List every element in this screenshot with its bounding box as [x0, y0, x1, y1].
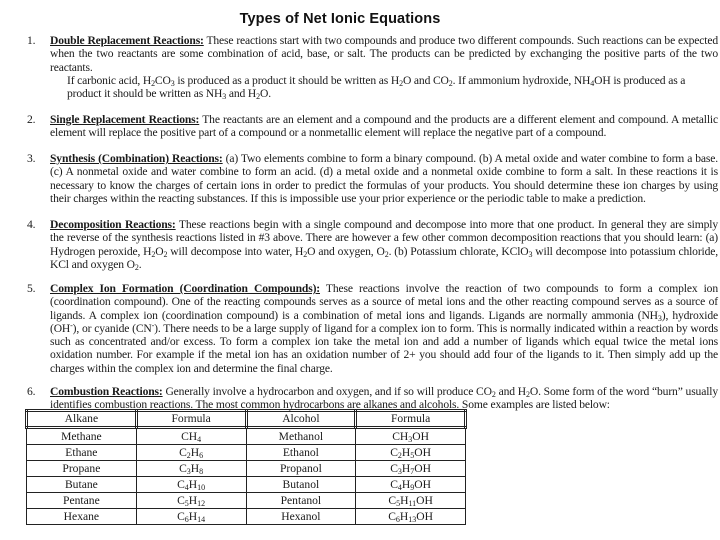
- element-symbol: H: [188, 477, 198, 491]
- cell-alkane-formula: [136, 428, 246, 445]
- subscript: 3: [528, 249, 533, 259]
- subscript: 2: [303, 249, 308, 259]
- element-symbol: H: [190, 445, 200, 459]
- element-symbol: C: [181, 429, 189, 443]
- element-symbol: H: [188, 493, 198, 507]
- cell-alkane-name: Butane: [27, 477, 137, 493]
- cell-alcohol-formula: [356, 461, 466, 477]
- subscript: 3: [397, 466, 402, 476]
- element-symbol: OH: [412, 429, 430, 443]
- cell-alcohol-formula: [356, 428, 466, 445]
- section-heading: Decomposition Reactions:: [50, 218, 176, 231]
- table-body: [27, 428, 466, 525]
- element-symbol: C: [179, 445, 187, 459]
- element-symbol: H: [399, 509, 409, 523]
- subscript: 10: [197, 482, 206, 492]
- text-run: These reactions involve the reaction of two compounds to form a complex ion (coordination compound). One of the reacting compounds serves as a source of metal ions and the other reacting compound serves as a source of ligands. A complex ion (coordination compound) is a combination of metal ions and ligands. Ligands are normally ammonia (NH: [50, 282, 718, 322]
- table-row: [27, 461, 466, 477]
- section-heading: Complex Ion Formation (Coordination Compounds):: [50, 282, 320, 295]
- text-run: will decompose into water, H: [167, 244, 304, 258]
- element-symbol: H: [190, 461, 200, 475]
- subscript: 11: [408, 498, 417, 508]
- subscript: 2: [151, 78, 155, 88]
- subscript: 2: [399, 78, 403, 88]
- cell-alkane-name: Hexane: [27, 509, 137, 525]
- page-title: Types of Net Ionic Equations: [239, 11, 441, 27]
- text-run: .: [138, 257, 142, 271]
- text-run: These reactions begin with a single compound and decompose into more that one product. In general they are simply the reverse of the synthesis reactions listed in #3 above. There are however a few other common decomposition reactions that you should learn: (a) Hydrogen peroxide, H: [50, 218, 718, 258]
- text-run: O.: [260, 87, 271, 101]
- subscript: 4: [184, 482, 189, 492]
- subscript: 4: [197, 434, 202, 444]
- table-row: [27, 428, 466, 445]
- cell-alkane-formula: [136, 445, 246, 461]
- text-run: will decompose into potassium chloride, KCl and oxygen O: [50, 244, 718, 271]
- cell-alcohol-formula: [356, 477, 466, 493]
- cell-alkane-formula: [136, 509, 246, 525]
- section-paragraph: [50, 152, 718, 205]
- subscript: 12: [197, 498, 206, 508]
- section-number: 2.: [27, 113, 36, 126]
- section-decomposition: [27, 218, 718, 272]
- section-heading: Synthesis (Combination) Reactions:: [50, 152, 223, 165]
- section-complex-ion: [27, 282, 718, 375]
- subscript: 9: [410, 482, 415, 492]
- text-run: ). There needs to be a large supply of ligand for a complex ion to form. This is normally indicated within a reaction by words such as concentrated and/or excess. To form a complex ion take the metal ion and add a number of ligands which equal twice the metal ions oxidation number. For example if the metal ion has an oxidation number of 2+ you should add four of the ligands to it. Then simply add up the charges within the complex ion and determine the final charge.: [50, 321, 718, 375]
- section-synthesis: [27, 152, 718, 205]
- cell-alcohol-formula: [356, 493, 466, 509]
- element-symbol: C: [388, 509, 396, 523]
- subscript: 4: [397, 482, 402, 492]
- section-paragraph: [50, 113, 718, 140]
- subscript: 5: [396, 498, 401, 508]
- element-symbol: H: [188, 509, 198, 523]
- element-symbol: C: [388, 493, 397, 507]
- table-row: [27, 445, 466, 461]
- section-paragraph: [50, 282, 718, 375]
- subscript: 2: [525, 390, 530, 399]
- text-run: is produced as a product it should be written as H: [174, 73, 400, 87]
- section-body: These reactions start with two compounds and produce two different compounds. Such reactions can be expected when the two reactants are some combination of acid, base, or salt. The products can be predicted by exchanging the positive parts of the two reactants.: [50, 34, 718, 74]
- cell-alcohol-name: Methanol: [246, 428, 356, 445]
- section-single-replacement: [27, 113, 718, 140]
- element-symbol: H: [401, 477, 411, 491]
- table-row: [27, 477, 466, 493]
- table-row: [27, 509, 466, 525]
- text-run: O and CO: [402, 73, 449, 87]
- subscript: 6: [395, 514, 400, 524]
- subscript: 6: [199, 450, 204, 460]
- column-header-alkane-formula: Formula: [136, 411, 246, 428]
- subscript: 2: [163, 249, 168, 259]
- subscript: 14: [197, 514, 206, 524]
- section-combustion: [27, 385, 718, 412]
- column-header-alkane: Alkane: [27, 411, 137, 428]
- subscript: 5: [184, 498, 189, 508]
- section-number: 6.: [27, 385, 36, 398]
- table-row: [27, 493, 466, 509]
- text-run: and H: [226, 87, 257, 101]
- subscript: 5: [410, 450, 415, 460]
- element-symbol: OH: [414, 445, 432, 459]
- text-run: OH is produced as a product it should be written as NH: [67, 73, 686, 101]
- section-paragraph: [50, 218, 718, 271]
- cell-alkane-name: Propane: [27, 461, 137, 477]
- subscript: 4: [590, 78, 595, 88]
- subscript: 3: [186, 466, 191, 476]
- element-symbol: C: [390, 445, 398, 459]
- cell-alcohol-name: Pentanol: [246, 493, 356, 509]
- subscript: 2: [186, 450, 191, 460]
- subscript: 8: [199, 466, 204, 476]
- text-run: . If ammonium hydroxide, NH: [452, 73, 591, 87]
- subscript: 7: [410, 466, 415, 476]
- section-heading: Double Replacement Reactions:: [50, 34, 204, 47]
- section-number: 4.: [27, 218, 36, 231]
- subscript: 13: [408, 514, 417, 524]
- cell-alcohol-formula: [356, 509, 466, 525]
- text-run: O. Some form of the word “burn” usually identifies combustion reactions. The most common hydrocarbons are alkanes and alcohols. Some examples are listed below:: [50, 385, 718, 412]
- element-symbol: C: [390, 477, 398, 491]
- element-symbol: C: [390, 461, 398, 475]
- text-run: . (b) Potassium chlorate, KClO: [388, 244, 529, 258]
- section-heading: Combustion Reactions:: [50, 385, 163, 398]
- table-header-row: [27, 411, 466, 428]
- text-run: O: [155, 244, 164, 258]
- element-symbol: H: [401, 445, 411, 459]
- cell-alkane-name: Pentane: [27, 493, 137, 509]
- cell-alcohol-name: Hexanol: [246, 509, 356, 525]
- column-header-alcohol: Alcohol: [246, 411, 356, 428]
- subscript: 2: [384, 249, 389, 259]
- section-number: 3.: [27, 152, 36, 165]
- section-double-replacement: [27, 34, 718, 102]
- subscript: 2: [448, 78, 453, 88]
- cell-alkane-formula: [136, 461, 246, 477]
- section-note: [50, 74, 718, 101]
- text-run: and H: [495, 385, 526, 398]
- text-run: O and oxygen, O: [307, 244, 385, 258]
- element-symbol: H: [188, 429, 198, 443]
- cell-alkane-name: Ethane: [27, 445, 137, 461]
- element-symbol: C: [392, 429, 400, 443]
- subscript: 2: [491, 390, 496, 399]
- element-symbol: OH: [416, 509, 434, 523]
- text-run: Generally involve a hydrocarbon and oxygen, and if so will produce CO: [162, 385, 492, 398]
- subscript: 6: [184, 514, 189, 524]
- section-heading: Single Replacement Reactions:: [50, 113, 200, 126]
- element-symbol: H: [400, 493, 409, 507]
- cell-alcohol-name: Ethanol: [246, 445, 356, 461]
- element-symbol: C: [177, 493, 185, 507]
- section-body: (a) Two elements combine to form a binary compound. (b) A metal oxide and water combine to form a base. (c) A nonmetal oxide and water combine to form an acid. (d) a metal oxide and a nonmetal oxide combine to form a salt. In these reactions it is necessary to know the charges of certain ions in order to predict the formulas of your products. You should determine these ion charges by using their charges within the reacting substances. If this is impossible use your prior experience or the periodic table to make a prediction.: [50, 152, 718, 205]
- element-symbol: C: [177, 477, 185, 491]
- section-body: The reactants are an element and a compound and the products are a different element and compound. A metallic element will replace the positive part of a compound or a nonmetallic element will replace the negative part of a compound.: [50, 113, 718, 140]
- section-paragraph: [50, 385, 718, 412]
- cell-alcohol-formula: [356, 445, 466, 461]
- subscript: 3: [170, 78, 175, 88]
- element-symbol: OH: [414, 477, 432, 491]
- section-paragraph: [50, 34, 718, 74]
- element-symbol: H: [399, 429, 409, 443]
- section-number: 5.: [27, 282, 36, 295]
- superscript: -: [151, 320, 155, 330]
- element-symbol: OH: [414, 461, 432, 475]
- subscript: 2: [134, 262, 139, 272]
- cell-alcohol-name: Butanol: [246, 477, 356, 493]
- element-symbol: C: [179, 461, 187, 475]
- text-run: ), or cyanide (CN: [72, 321, 152, 335]
- element-symbol: C: [177, 509, 185, 523]
- section-number: 1.: [27, 34, 36, 47]
- element-symbol: OH: [416, 493, 433, 507]
- cell-alkane-formula: [136, 477, 246, 493]
- element-symbol: H: [401, 461, 411, 475]
- text-run: If carbonic acid, H: [67, 73, 152, 87]
- text-run: CO: [154, 73, 171, 87]
- subscript: 2: [256, 92, 260, 102]
- cell-alkane-name: Methane: [27, 428, 137, 445]
- hydrocarbon-table: [25, 409, 467, 525]
- subscript: 3: [657, 313, 662, 323]
- superscript: -: [70, 320, 73, 330]
- subscript: 3: [408, 434, 413, 444]
- cell-alkane-formula: [136, 493, 246, 509]
- subscript: 3: [222, 92, 227, 102]
- cell-alcohol-name: Propanol: [246, 461, 356, 477]
- column-header-alcohol-formula: Formula: [356, 411, 466, 428]
- text-run: ), hydroxide (OH: [50, 308, 718, 335]
- subscript: 2: [397, 450, 402, 460]
- subscript: 2: [151, 249, 156, 259]
